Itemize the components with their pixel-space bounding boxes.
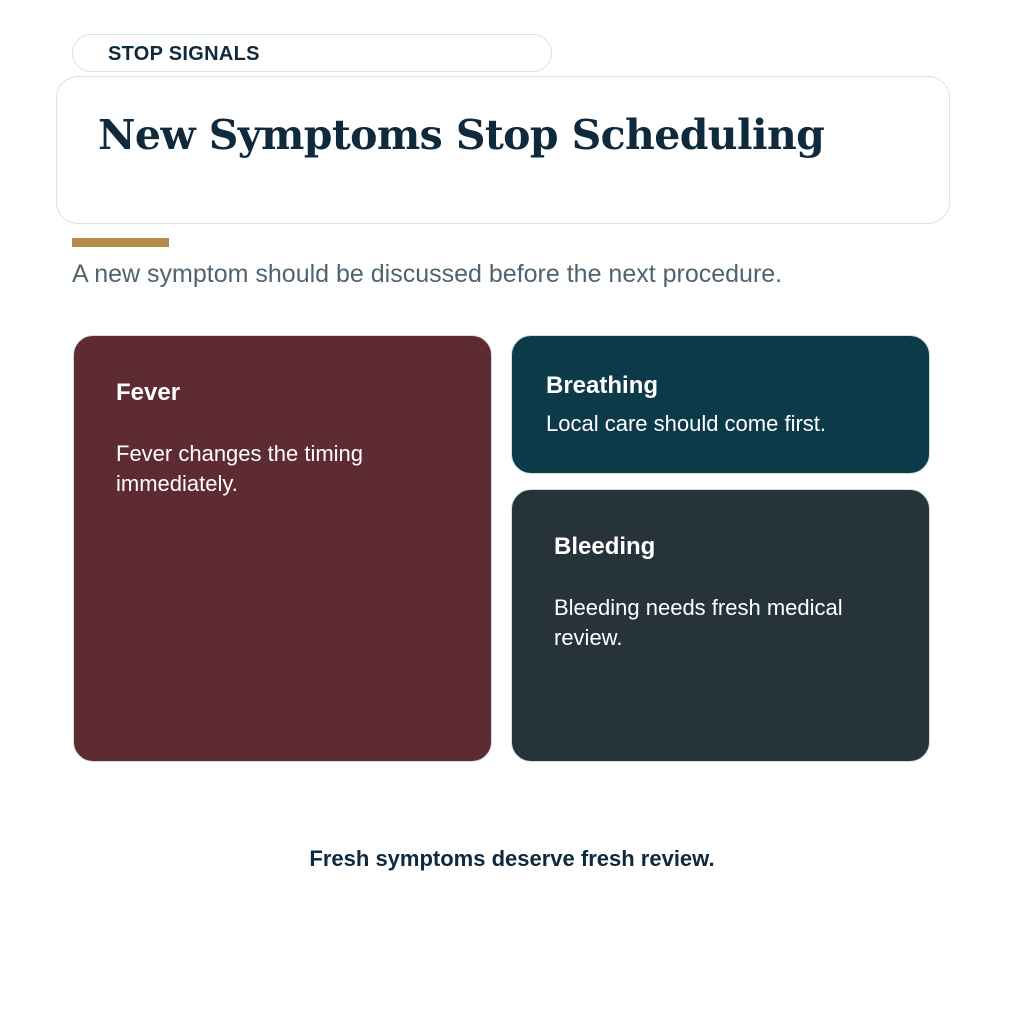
accent-divider xyxy=(72,238,169,247)
page-title: New Symptoms Stop Scheduling xyxy=(98,111,825,159)
card-heading-bleeding: Bleeding xyxy=(554,533,656,560)
symptom-card-bleeding xyxy=(511,489,930,762)
symptom-card-fever xyxy=(73,335,492,762)
card-body-fever: Fever changes the timing immediately. xyxy=(116,441,364,496)
title-card xyxy=(56,76,950,224)
page-subtitle: A new symptom should be discussed before the next procedure. xyxy=(72,260,783,288)
symptom-card-breathing xyxy=(511,335,930,474)
footer-note: Fresh symptoms deserve fresh review. xyxy=(309,846,715,871)
card-heading-fever: Fever xyxy=(116,379,181,406)
section-kicker-pill xyxy=(72,34,552,72)
card-body-bleeding: Bleeding needs fresh medical review. xyxy=(554,595,843,650)
card-heading-breathing: Breathing xyxy=(546,372,659,399)
section-kicker-label: STOP SIGNALS xyxy=(108,43,260,65)
card-body-breathing: Local care should come first. xyxy=(546,411,827,436)
